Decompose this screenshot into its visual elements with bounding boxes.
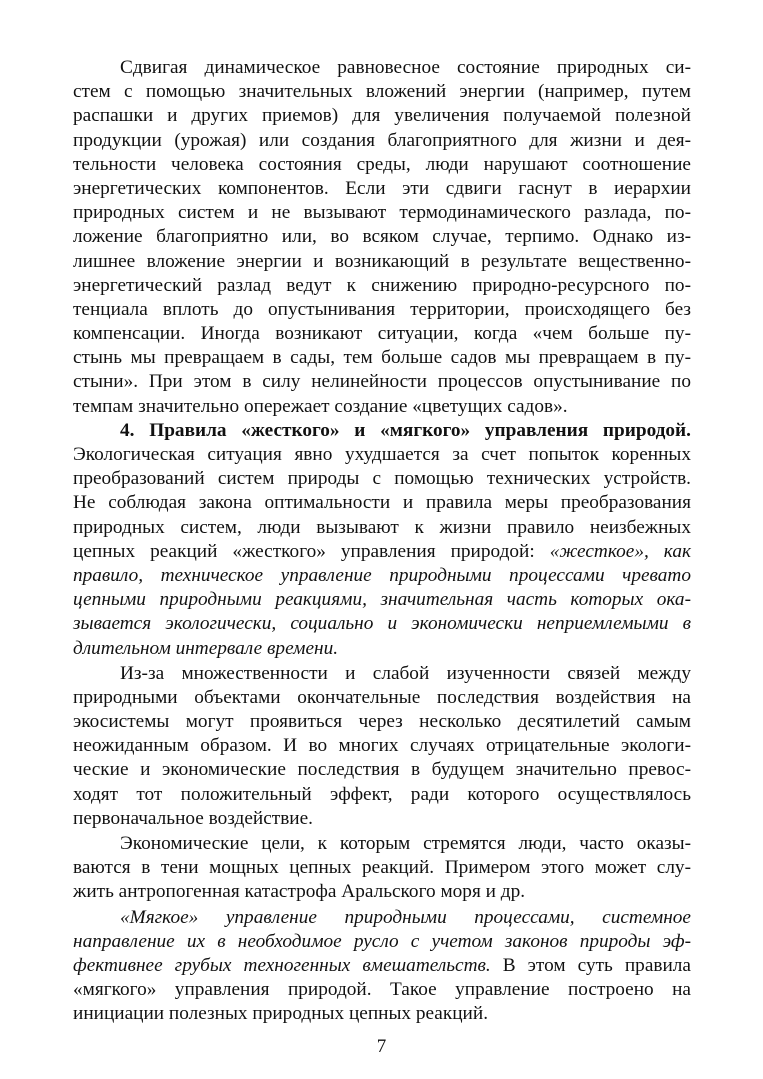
text-line: Экономические цели, к которым стремятся люди, часто оказы-: [120, 833, 691, 854]
paragraph-hard-control: [73, 419, 691, 661]
text-line: инициации полезных природных цепных реакций.: [73, 1003, 489, 1025]
text-line: энергетических компонентов. Если эти сдвиги гаснут в иерархии: [73, 177, 691, 199]
paragraph-economic-goals: [73, 832, 691, 905]
italic-line: правило, техническое управление природными процессами чревато: [73, 564, 691, 586]
italic-line: «Мягкое» управление природными процессами, системное: [120, 906, 691, 928]
text-line: тельности человека состояния среды, люди нарушают соотношение: [73, 153, 691, 175]
italic-line: цепными природными реакциями, значительная часть которых ока-: [73, 589, 691, 611]
text-line: ложение благоприятно или, во всяком случае, терпимо. Однако из-: [73, 226, 691, 248]
text-line: стыни». При этом в силу нелинейности процессов опустынивание по: [73, 371, 691, 393]
italic-line: зывается экологически, социально и экономически неприемлемыми в: [73, 613, 691, 635]
text-line: ходят тот положительный эффект, ради которого осуществлялось: [73, 783, 691, 805]
text-line: Из-за множественности и слабой изученности связей между: [120, 662, 691, 684]
text-line: стем с помощью значительных вложений энергии (например, путем: [73, 81, 691, 103]
italic-fragment: «жесткое», как: [549, 540, 691, 562]
text-line: лишнее вложение энергии и возникающий в результате вещественно-: [73, 250, 691, 272]
text-line: преобразований систем природы с помощью технических устройств.: [73, 468, 691, 490]
text-line: тенциала вплоть до опустынивания территории, происходящего без: [73, 298, 691, 320]
text-line: ческие и экономические последствия в будущем значительно превос-: [73, 759, 691, 781]
italic-line: направление их в необходимое русло с учетом законов природы эф-: [73, 930, 691, 952]
text-line: [73, 540, 691, 564]
section-heading: 4. Правила «жесткого» и «мягкого» управления природой.: [120, 419, 691, 441]
italic-fragment: фективнее грубых техногенных вмешательств.: [73, 954, 491, 976]
text-line: «мягкого» управления природой. Такое управление построено на: [73, 979, 691, 1001]
text-fragment: В этом суть правила: [490, 954, 691, 976]
text-line: неожиданным образом. И во многих случаях отрицательные экологи-: [73, 735, 691, 757]
text-line: стынь мы превращаем в сады, тем больше садов мы превращаем в пу-: [73, 347, 691, 369]
text-line: природных систем и не вызывают термодинамического разлада, по-: [73, 202, 691, 224]
text-line: природными объектами окончательные последствия воздействия на: [73, 686, 691, 708]
paragraph-soft-control: [73, 906, 691, 1027]
text-line: первоначальное воздействие.: [73, 807, 313, 829]
text-line: жить антропогенная катастрофа Аральского моря и др.: [73, 881, 526, 903]
text-fragment: цепных реакций «жесткого» управления природой:: [73, 540, 550, 562]
paragraph-energy-balance: [73, 56, 691, 419]
text-line: [73, 954, 691, 978]
page-number: 7: [376, 1036, 387, 1057]
text-line: компенсации. Иногда возникают ситуации, когда «чем больше пу-: [73, 323, 691, 345]
text-line: энергетический разлад ведут к снижению природно-ресурсного по-: [73, 274, 691, 296]
text-line: экосистемы могут проявиться через несколько десятилетий самым: [73, 711, 691, 733]
text-line: темпам значительно опережает создание «цветущих садов».: [73, 395, 568, 417]
paragraph-consequences: [73, 662, 691, 831]
text-line: Сдвигая динамическое равновесное состояние природных си-: [120, 57, 691, 78]
italic-line: длительном интервале времени.: [73, 637, 339, 659]
text-line: продукции (урожая) или создания благоприятного для жизни и дея-: [73, 129, 691, 151]
text-line: ваются в тени мощных цепных реакций. Примером этого может слу-: [73, 857, 691, 879]
text-line: Не соблюдая закона оптимальности и правила меры преобразования: [73, 492, 691, 514]
document-page: [73, 56, 691, 1027]
text-line: распашки и других приемов) для увеличения получаемой полезной: [73, 105, 691, 127]
text-line: Экологическая ситуация явно ухудшается за счет попыток коренных: [73, 444, 691, 465]
text-line: природных систем, люди вызывают к жизни правило неизбежных: [73, 516, 691, 538]
